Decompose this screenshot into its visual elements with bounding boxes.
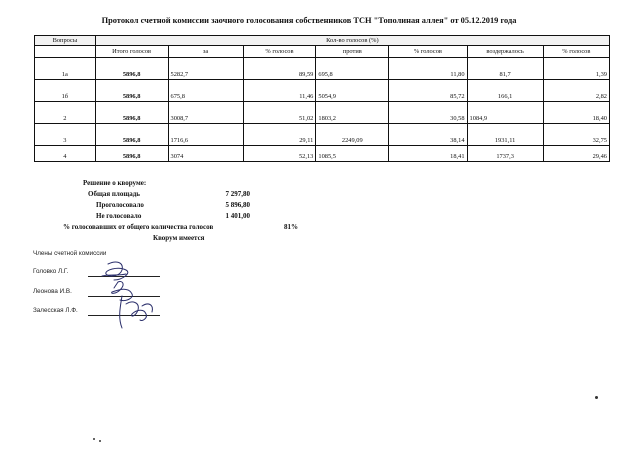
cell-total: 5896,8 [95,124,168,146]
header-protiv-pct: % голосов [389,46,467,58]
cell-za: 1716,6 [168,124,243,146]
cell-question: 2 [35,102,96,124]
page-speck [99,440,101,442]
cell-protiv: 1803,2 [316,102,389,124]
not-voted-value: 1 401,00 [225,212,250,220]
handwritten-signatures [96,258,166,334]
cell-question: 3 [35,124,96,146]
page-speck [595,396,598,399]
table-row [35,146,610,162]
cell-protiv-pct: 11,80 [389,58,467,80]
member-name-1: Головко Л.Г. [33,268,69,275]
member-name-2: Леонова И.В. [33,288,72,295]
page-speck [93,438,95,440]
cell-za-pct: 29,11 [243,124,316,146]
cell-protiv: 1085,5 [316,146,389,162]
quorum-result: Кворум имеется [153,234,205,242]
header-total: Итого голосов [95,46,168,58]
cell-total: 5896,8 [95,58,168,80]
cell-protiv: 695,8 [316,58,389,80]
header-empty-cell [35,46,96,58]
total-area-label: Общая площадь [88,190,141,198]
cell-vozd: 166,1 [467,80,543,102]
voted-value: 5 896,80 [225,201,250,209]
member-name-3: Залесская Л.Ф. [33,307,78,314]
header-vozd-pct: % голосов [543,46,609,58]
cell-za-pct: 89,59 [243,58,316,80]
cell-protiv: 2249,09 [316,124,389,146]
cell-za-pct: 51,02 [243,102,316,124]
cell-vozd-pct: 32,75 [543,124,609,146]
voted-percent-label: % голосовавших от общего количества голосов [63,223,214,231]
table-header-row-1 [35,36,610,46]
total-area-value: 7 297,80 [225,190,250,198]
cell-vozd-pct: 2,82 [543,80,609,102]
cell-vozd: 1931,11 [467,124,543,146]
cell-total: 5896,8 [95,102,168,124]
header-votes-group: Кол-во голосов (%) [95,36,609,46]
cell-vozd-pct: 18,40 [543,102,609,124]
table-row [35,80,610,102]
cell-protiv-pct: 38,14 [389,124,467,146]
table-row [35,58,610,80]
not-voted-label: Не голосовало [96,212,142,220]
cell-za-pct: 11,46 [243,80,316,102]
header-vozd: воздержалось [467,46,543,58]
voting-results-table [34,35,610,162]
voted-percent-value: 81% [284,223,298,231]
cell-question: 1а [35,58,96,80]
cell-question: 1б [35,80,96,102]
cell-protiv-pct: 85,72 [389,80,467,102]
cell-vozd-pct: 1,39 [543,58,609,80]
cell-za: 3074 [168,146,243,162]
table-row [35,124,610,146]
voted-label: Проголосовало [96,201,144,209]
cell-vozd: 1084,9 [467,102,543,124]
cell-vozd: 81,7 [467,58,543,80]
header-za: за [168,46,243,58]
table-header-row-2 [35,46,610,58]
cell-protiv-pct: 30,58 [389,102,467,124]
cell-za: 3008,7 [168,102,243,124]
cell-vozd-pct: 29,46 [543,146,609,162]
cell-za-pct: 52,13 [243,146,316,162]
cell-total: 5896,8 [95,146,168,162]
quorum-heading: Решение о кворуме: [83,179,147,187]
document-title: Протокол счетной комиссии заочного голосования собственников ТСН "Тополиная аллея" от 05.12.2019 года [101,16,517,25]
table-row [35,102,610,124]
header-protiv: против [316,46,389,58]
cell-question: 4 [35,146,96,162]
cell-vozd: 1737,3 [467,146,543,162]
cell-za: 675,8 [168,80,243,102]
cell-protiv-pct: 18,41 [389,146,467,162]
members-heading: Члены счетной комиссии [33,250,107,257]
cell-total: 5896,8 [95,80,168,102]
header-questions: Вопросы [35,36,96,46]
cell-za: 5282,7 [168,58,243,80]
header-za-pct: % голосов [243,46,316,58]
cell-protiv: 5054,9 [316,80,389,102]
